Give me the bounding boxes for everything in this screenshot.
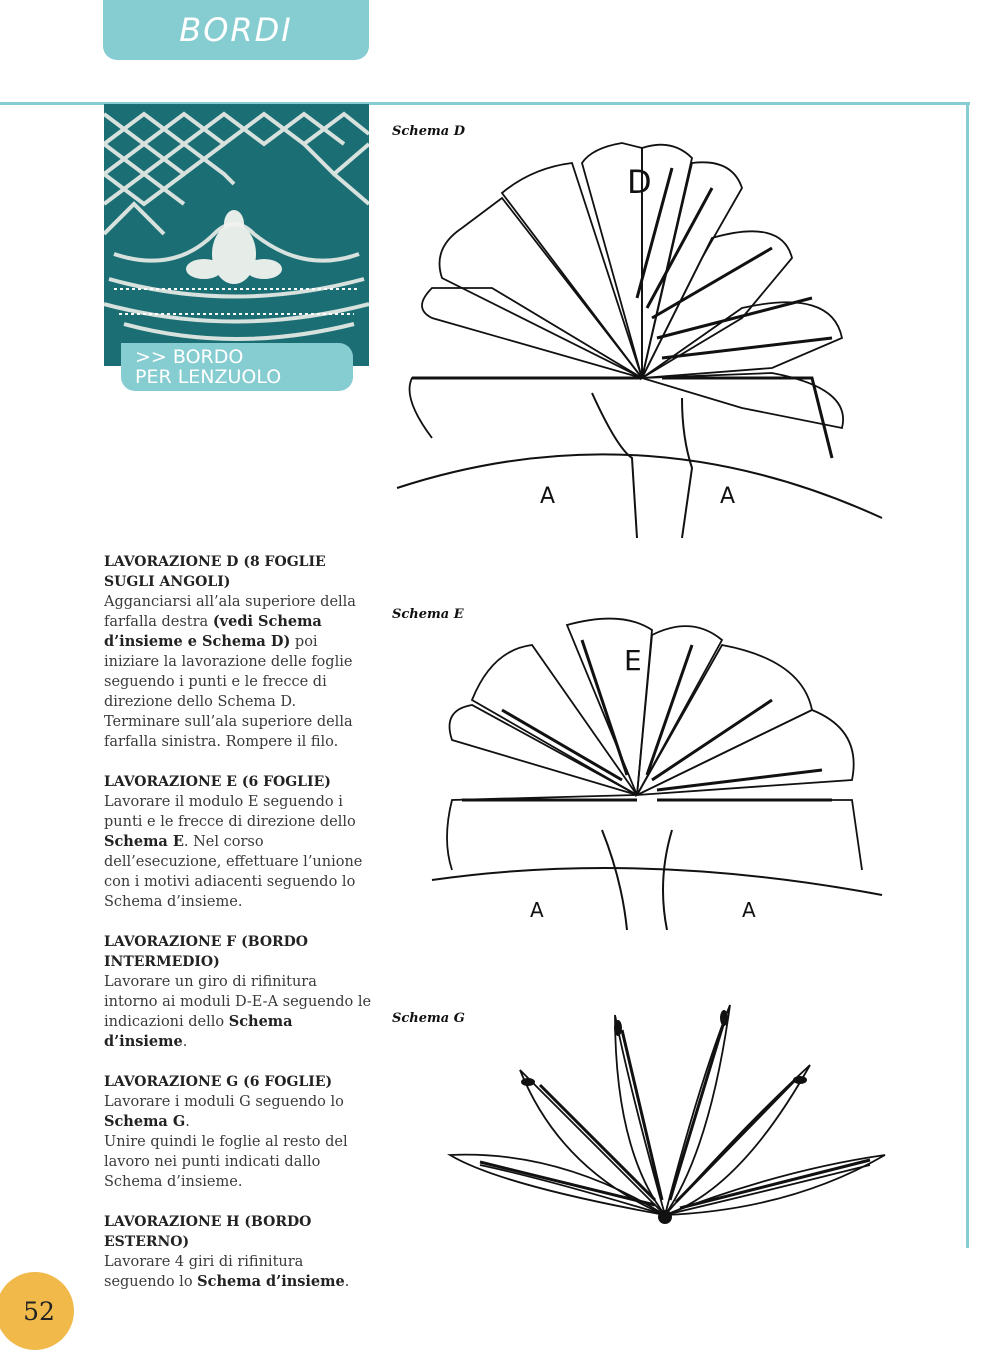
instruction-e-heading: LAVORAZIONE E (6 FOGLIE): [104, 774, 331, 790]
instruction-g-heading: LAVORAZIONE G (6 FOGLIE): [104, 1074, 333, 1090]
instruction-f-body: [104, 972, 374, 1052]
schema-e-side-label-left: A: [530, 898, 544, 922]
instruction-d-text-2: poi iniziare la lavorazione delle foglie seguendo i punti e le frecce di direzione dello Schema D. Terminare sull’ala superiore della farfalla sinistra. Rompere il filo.: [104, 634, 353, 750]
schema-d-label: Schema D: [392, 124, 466, 139]
right-rule: [966, 102, 969, 1248]
instruction-h-heading: LAVORAZIONE H (BORDO ESTERNO): [104, 1214, 312, 1250]
schema-g-diagram: [440, 1000, 900, 1240]
instruction-h-text-2: .: [344, 1274, 350, 1290]
lace-photo: [104, 104, 369, 366]
instruction-g-body-2: Unire quindi le foglie al resto del lavoro nei punti indicati dallo Schema d’insieme.: [104, 1134, 348, 1190]
instruction-e-body: [104, 792, 374, 912]
schema-d-diagram: [392, 138, 892, 543]
schema-d-side-label-left: A: [540, 484, 556, 509]
section-title: BORDI: [179, 11, 293, 49]
instruction-d-body: [104, 592, 374, 752]
instruction-e-text-1: Lavorare il modulo E seguendo i punti e le frecce di direzione dello: [104, 794, 356, 830]
page-number-badge: [0, 1272, 74, 1350]
photo-caption-line2: PER LENZUOLO: [135, 366, 282, 388]
instruction-h-body: [104, 1252, 374, 1292]
instruction-g-text-bold: Schema G: [104, 1113, 186, 1130]
schema-e-side-label-right: A: [742, 898, 756, 922]
section-tab: [103, 0, 369, 60]
instruction-e-text-2: . Nel corso dell’esecuzione, effettuare l’unione con i motivi adiacenti seguendo lo Schema d’insieme.: [104, 834, 363, 910]
instruction-d-text-1: Agganciarsi all’ala superiore della farfalla destra: [104, 594, 356, 630]
photo-caption: [121, 343, 353, 391]
page-number: 52: [23, 1296, 55, 1326]
instruction-h-text-bold: Schema d’insieme: [197, 1273, 345, 1290]
instruction-f: [104, 932, 374, 1052]
instruction-g-text-2: .: [185, 1114, 190, 1130]
instruction-g-text-1: Lavorare i moduli G seguendo lo: [104, 1094, 344, 1110]
instruction-f-text-2: .: [182, 1034, 188, 1050]
instruction-d-text-bold: (vedi Schema d’insieme e Schema D): [104, 613, 322, 650]
instruction-e: [104, 772, 374, 912]
lace-photo-image: [104, 104, 369, 366]
schema-e-diagram: [392, 600, 892, 930]
schema-d-letter: D: [627, 163, 652, 201]
instruction-h: [104, 1212, 374, 1292]
schema-e-label: Schema E: [392, 607, 464, 622]
schema-d-side-label-right: A: [720, 484, 736, 509]
instructions-column: [104, 552, 374, 1312]
instruction-g-body: [104, 1092, 374, 1132]
schema-e-letter: E: [624, 644, 642, 677]
instruction-f-text-bold: Schema d’insieme: [104, 1013, 293, 1050]
instruction-g: [104, 1072, 374, 1192]
instruction-e-text-bold: Schema E: [104, 833, 184, 850]
instruction-d-heading: LAVORAZIONE D (8 FOGLIE SUGLI ANGOLI): [104, 554, 326, 590]
photo-caption-line1: >> BORDO: [135, 346, 244, 368]
instruction-d: [104, 552, 374, 752]
schema-g-label: Schema G: [392, 1011, 465, 1026]
instruction-f-heading: LAVORAZIONE F (BORDO INTERMEDIO): [104, 934, 308, 970]
instruction-h-text-1: Lavorare 4 giri di rifinitura seguendo lo: [104, 1254, 304, 1290]
instruction-f-text-1: Lavorare un giro di rifinitura intorno ai moduli D-E-A seguendo le indicazioni dello: [104, 974, 372, 1030]
